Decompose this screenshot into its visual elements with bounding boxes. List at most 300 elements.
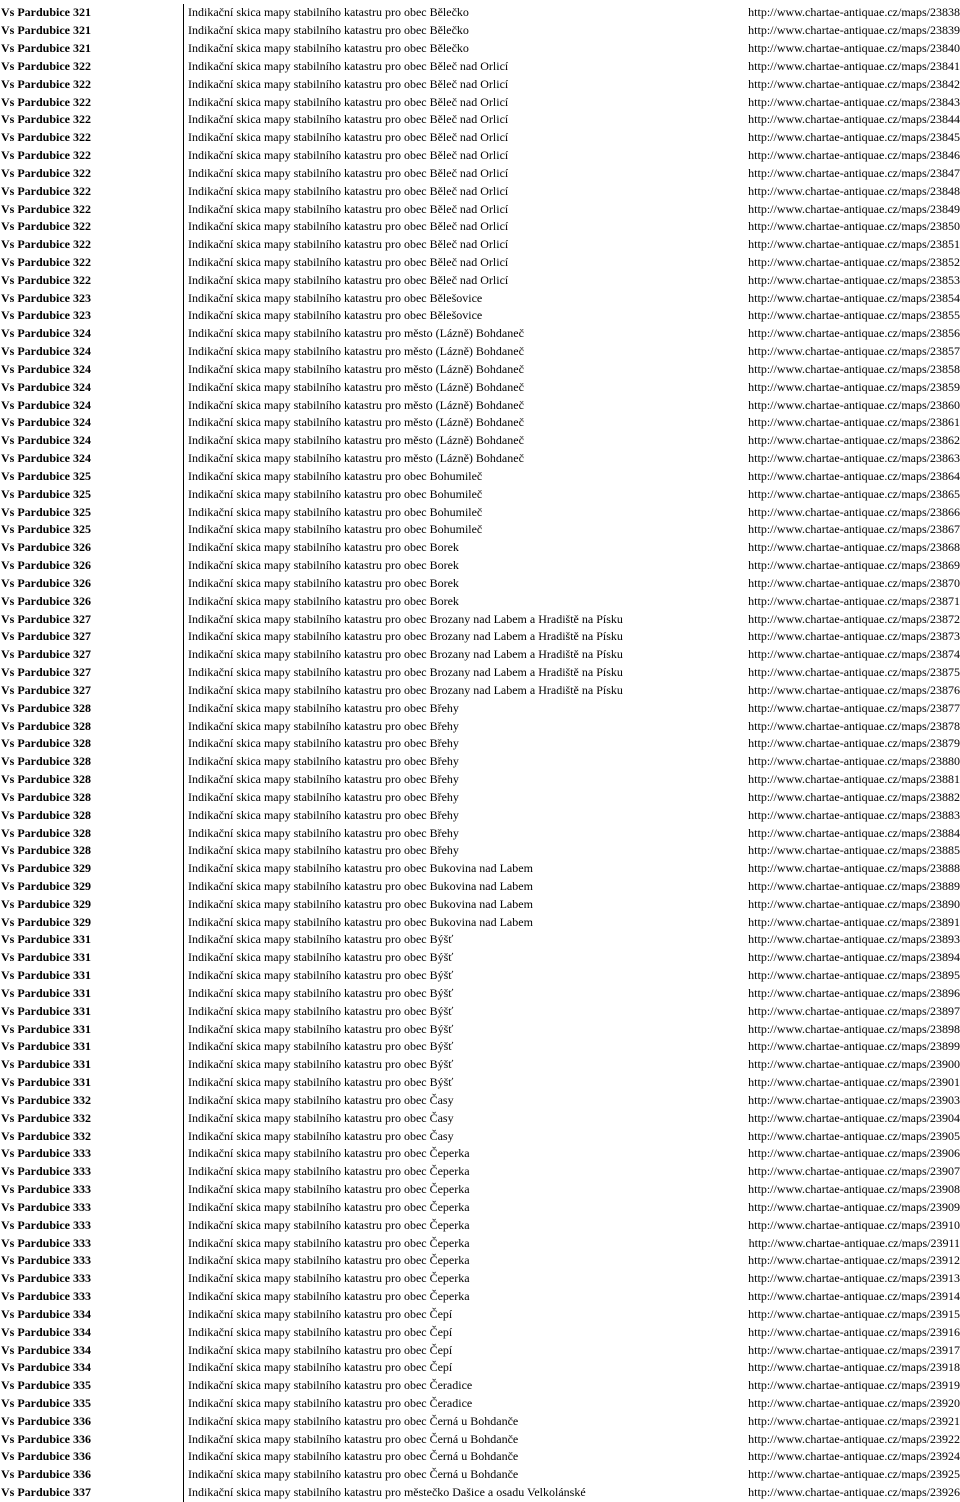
url-cell[interactable]: http://www.chartae-antiquae.cz/maps/23860 [748, 397, 960, 412]
signature-cell: Vs Pardubice 322 [1, 130, 91, 145]
url-cell[interactable]: http://www.chartae-antiquae.cz/maps/23868 [748, 540, 960, 555]
url-cell[interactable]: http://www.chartae-antiquae.cz/maps/23869 [748, 558, 960, 573]
description-cell: Indikační skica mapy stabilního katastru pro obec Borek [183, 592, 705, 610]
url-cell[interactable]: http://www.chartae-antiquae.cz/maps/23925 [748, 1467, 960, 1482]
description-cell: Indikační skica mapy stabilního katastru pro obec Čeperka [183, 1288, 705, 1306]
table-row [0, 182, 960, 200]
url-cell[interactable]: http://www.chartae-antiquae.cz/maps/23913 [748, 1271, 960, 1286]
table-row [0, 1430, 960, 1448]
table-row [0, 1020, 960, 1038]
table-row [0, 254, 960, 272]
signature-cell: Vs Pardubice 331 [1, 985, 91, 1000]
table-row [0, 503, 960, 521]
url-cell[interactable]: http://www.chartae-antiquae.cz/maps/23915 [748, 1306, 960, 1321]
catalog-table [0, 4, 960, 1502]
signature-cell: Vs Pardubice 329 [1, 878, 91, 893]
description-cell: Indikační skica mapy stabilního katastru pro obec Býšť [183, 1074, 705, 1092]
table-row [0, 1270, 960, 1288]
table-row [0, 1234, 960, 1252]
table-row [0, 1163, 960, 1181]
description-cell: Indikační skica mapy stabilního katastru pro obec Běleč nad Orlicí [183, 75, 705, 93]
table-row [0, 1359, 960, 1377]
signature-cell: Vs Pardubice 337 [1, 1485, 91, 1500]
table-row [0, 111, 960, 129]
url-cell[interactable]: http://www.chartae-antiquae.cz/maps/23890 [748, 896, 960, 911]
table-row [0, 1198, 960, 1216]
signature-cell: Vs Pardubice 324 [1, 415, 91, 430]
url-cell[interactable]: http://www.chartae-antiquae.cz/maps/23853 [748, 272, 960, 287]
table-row [0, 75, 960, 93]
signature-cell: Vs Pardubice 325 [1, 504, 91, 519]
description-cell: Indikační skica mapy stabilního katastru pro obec Čepí [183, 1341, 705, 1359]
signature-cell: Vs Pardubice 327 [1, 682, 91, 697]
table-row [0, 539, 960, 557]
description-cell: Indikační skica mapy stabilního katastru pro obec Borek [183, 539, 705, 557]
description-cell: Indikační skica mapy stabilního katastru pro obec Břehy [183, 806, 705, 824]
description-cell: Indikační skica mapy stabilního katastru pro obec Bělečko [183, 4, 705, 22]
description-cell: Indikační skica mapy stabilního katastru pro obec Běleč nad Orlicí [183, 236, 705, 254]
description-cell: Indikační skica mapy stabilního katastru pro obec Brozany nad Labem a Hradiště na Písku [183, 646, 705, 664]
signature-cell: Vs Pardubice 329 [1, 914, 91, 929]
url-cell[interactable]: http://www.chartae-antiquae.cz/maps/23859 [748, 379, 960, 394]
signature-cell: Vs Pardubice 331 [1, 932, 91, 947]
signature-cell: Vs Pardubice 321 [1, 41, 91, 56]
url-cell[interactable]: http://www.chartae-antiquae.cz/maps/23847 [748, 165, 960, 180]
description-cell: Indikační skica mapy stabilního katastru pro obec Býšť [183, 931, 705, 949]
table-row [0, 396, 960, 414]
url-cell[interactable]: http://www.chartae-antiquae.cz/maps/23858 [748, 361, 960, 376]
signature-cell: Vs Pardubice 327 [1, 611, 91, 626]
table-row [0, 1002, 960, 1020]
url-cell[interactable]: http://www.chartae-antiquae.cz/maps/23917 [748, 1342, 960, 1357]
signature-cell: Vs Pardubice 324 [1, 326, 91, 341]
url-cell[interactable]: http://www.chartae-antiquae.cz/maps/23924 [748, 1449, 960, 1464]
signature-cell: Vs Pardubice 322 [1, 112, 91, 127]
signature-cell: Vs Pardubice 322 [1, 76, 91, 91]
signature-cell: Vs Pardubice 324 [1, 361, 91, 376]
table-row [0, 1288, 960, 1306]
signature-cell: Vs Pardubice 324 [1, 433, 91, 448]
signature-cell: Vs Pardubice 336 [1, 1449, 91, 1464]
signature-cell: Vs Pardubice 328 [1, 736, 91, 751]
description-cell: Indikační skica mapy stabilního katastru pro obec Čeperka [183, 1270, 705, 1288]
url-cell[interactable]: http://www.chartae-antiquae.cz/maps/23877 [748, 700, 960, 715]
signature-cell: Vs Pardubice 334 [1, 1306, 91, 1321]
url-cell[interactable]: http://www.chartae-antiquae.cz/maps/23885 [748, 843, 960, 858]
table-row [0, 468, 960, 486]
table-row [0, 200, 960, 218]
table-row [0, 753, 960, 771]
description-cell: Indikační skica mapy stabilního katastru pro obec Bukovina nad Labem [183, 895, 705, 913]
description-cell: Indikační skica mapy stabilního katastru pro obec Čeperka [183, 1181, 705, 1199]
signature-cell: Vs Pardubice 333 [1, 1289, 91, 1304]
table-row [0, 788, 960, 806]
url-cell[interactable]: http://www.chartae-antiquae.cz/maps/23881 [748, 772, 960, 787]
signature-cell: Vs Pardubice 322 [1, 237, 91, 252]
signature-cell: Vs Pardubice 324 [1, 451, 91, 466]
signature-cell: Vs Pardubice 331 [1, 1039, 91, 1054]
url-cell[interactable]: http://www.chartae-antiquae.cz/maps/23920 [748, 1396, 960, 1410]
description-cell: Indikační skica mapy stabilního katastru pro obec Čeperka [183, 1216, 705, 1234]
signature-cell: Vs Pardubice 336 [1, 1413, 91, 1428]
url-cell[interactable]: http://www.chartae-antiquae.cz/maps/23842 [748, 76, 960, 91]
description-cell: Indikační skica mapy stabilního katastru pro obec Bělečko [183, 40, 705, 58]
table-row [0, 57, 960, 75]
description-cell: Indikační skica mapy stabilního katastru pro obec Břehy [183, 842, 705, 860]
description-cell: Indikační skica mapy stabilního katastru pro město (Lázně) Bohdaneč [183, 325, 705, 343]
signature-cell: Vs Pardubice 326 [1, 540, 91, 555]
description-cell: Indikační skica mapy stabilního katastru pro obec Bukovina nad Labem [183, 878, 705, 896]
signature-cell: Vs Pardubice 324 [1, 379, 91, 394]
signature-cell: Vs Pardubice 324 [1, 344, 91, 359]
description-cell: Indikační skica mapy stabilního katastru pro obec Břehy [183, 824, 705, 842]
url-cell[interactable]: http://www.chartae-antiquae.cz/maps/23848 [748, 183, 960, 198]
signature-cell: Vs Pardubice 322 [1, 148, 91, 163]
url-cell[interactable]: http://www.chartae-antiquae.cz/maps/23903 [748, 1092, 960, 1107]
url-cell[interactable]: http://www.chartae-antiquae.cz/maps/23879 [748, 736, 960, 751]
url-cell[interactable]: http://www.chartae-antiquae.cz/maps/23889 [748, 878, 960, 893]
table-row [0, 1145, 960, 1163]
table-row [0, 289, 960, 307]
signature-cell: Vs Pardubice 331 [1, 1057, 91, 1072]
description-cell: Indikační skica mapy stabilního katastru pro obec Čepí [183, 1359, 705, 1377]
url-cell[interactable]: http://www.chartae-antiquae.cz/maps/23901 [748, 1075, 960, 1090]
description-cell: Indikační skica mapy stabilního katastru pro obec Býšť [183, 1002, 705, 1020]
description-cell: Indikační skica mapy stabilního katastru pro město (Lázně) Bohdaneč [183, 361, 705, 379]
signature-cell: Vs Pardubice 333 [1, 1235, 91, 1250]
signature-cell: Vs Pardubice 328 [1, 807, 91, 822]
url-cell[interactable]: http://www.chartae-antiquae.cz/maps/23861 [748, 415, 960, 430]
table-row [0, 824, 960, 842]
description-cell: Indikační skica mapy stabilního katastru pro obec Čepí [183, 1323, 705, 1341]
table-row [0, 985, 960, 1003]
url-cell[interactable]: http://www.chartae-antiquae.cz/maps/23891 [748, 914, 960, 929]
signature-cell: Vs Pardubice 322 [1, 201, 91, 216]
table-row [0, 806, 960, 824]
url-cell[interactable]: http://www.chartae-antiquae.cz/maps/23872 [748, 611, 960, 626]
description-cell: Indikační skica mapy stabilního katastru pro město (Lázně) Bohdaneč [183, 450, 705, 468]
description-cell: Indikační skica mapy stabilního katastru pro obec Brozany nad Labem a Hradiště na Písku [183, 681, 705, 699]
description-cell: Indikační skica mapy stabilního katastru pro obec Býšť [183, 967, 705, 985]
description-cell: Indikační skica mapy stabilního katastru pro obec Břehy [183, 771, 705, 789]
url-cell[interactable]: http://www.chartae-antiquae.cz/maps/23875 [748, 665, 960, 680]
description-cell: Indikační skica mapy stabilního katastru pro obec Býšť [183, 1038, 705, 1056]
url-cell[interactable]: http://www.chartae-antiquae.cz/maps/23895 [748, 968, 960, 983]
url-cell[interactable]: http://www.chartae-antiquae.cz/maps/23905 [748, 1128, 960, 1143]
url-cell[interactable]: http://www.chartae-antiquae.cz/maps/23855 [748, 308, 960, 323]
url-cell[interactable]: http://www.chartae-antiquae.cz/maps/23888 [748, 861, 960, 876]
description-cell: Indikační skica mapy stabilního katastru pro obec Bohumileč [183, 503, 705, 521]
signature-cell: Vs Pardubice 333 [1, 1217, 91, 1232]
url-cell[interactable]: http://www.chartae-antiquae.cz/maps/23857 [748, 344, 960, 359]
description-cell: Indikační skica mapy stabilního katastru pro město (Lázně) Bohdaneč [183, 378, 705, 396]
url-cell[interactable]: http://www.chartae-antiquae.cz/maps/23851 [748, 237, 960, 252]
url-cell[interactable]: http://www.chartae-antiquae.cz/maps/23900 [748, 1057, 960, 1072]
description-cell: Indikační skica mapy stabilního katastru pro město (Lázně) Bohdaneč [183, 432, 705, 450]
description-cell: Indikační skica mapy stabilního katastru pro obec Břehy [183, 753, 705, 771]
description-cell: Indikační skica mapy stabilního katastru pro obec Běleč nad Orlicí [183, 129, 705, 147]
url-cell[interactable]: http://www.chartae-antiquae.cz/maps/23871 [748, 593, 960, 608]
description-cell: Indikační skica mapy stabilního katastru pro obec Běleč nad Orlicí [183, 182, 705, 200]
signature-cell: Vs Pardubice 334 [1, 1360, 91, 1375]
description-cell: Indikační skica mapy stabilního katastru pro obec Bělešovice [183, 307, 705, 325]
url-cell[interactable]: http://www.chartae-antiquae.cz/maps/23908 [748, 1182, 960, 1197]
url-cell[interactable]: http://www.chartae-antiquae.cz/maps/23894 [748, 950, 960, 965]
description-cell: Indikační skica mapy stabilního katastru pro město (Lázně) Bohdaneč [183, 414, 705, 432]
url-cell[interactable]: http://www.chartae-antiquae.cz/maps/23863 [748, 451, 960, 466]
description-cell: Indikační skica mapy stabilního katastru pro obec Býšť [183, 1056, 705, 1074]
signature-cell: Vs Pardubice 328 [1, 825, 91, 840]
url-cell[interactable]: http://www.chartae-antiquae.cz/maps/23898 [748, 1021, 960, 1036]
description-cell: Indikační skica mapy stabilního katastru pro obec Bohumileč [183, 521, 705, 539]
signature-cell: Vs Pardubice 333 [1, 1164, 91, 1179]
description-cell: Indikační skica mapy stabilního katastru pro obec Běleč nad Orlicí [183, 254, 705, 272]
url-cell[interactable]: http://www.chartae-antiquae.cz/maps/23838 [748, 5, 960, 20]
signature-cell: Vs Pardubice 328 [1, 843, 91, 858]
table-row [0, 699, 960, 717]
url-cell[interactable]: http://www.chartae-antiquae.cz/maps/23878 [748, 718, 960, 733]
table-row [0, 378, 960, 396]
table-row [0, 735, 960, 753]
table-row [0, 1216, 960, 1234]
signature-cell: Vs Pardubice 331 [1, 968, 91, 983]
table-row [0, 450, 960, 468]
table-row [0, 40, 960, 58]
table-row [0, 575, 960, 593]
signature-cell: Vs Pardubice 322 [1, 255, 91, 269]
url-cell[interactable]: http://www.chartae-antiquae.cz/maps/23893 [748, 932, 960, 947]
signature-cell: Vs Pardubice 336 [1, 1431, 91, 1446]
url-cell[interactable]: http://www.chartae-antiquae.cz/maps/23884 [748, 825, 960, 840]
table-row [0, 129, 960, 147]
description-cell: Indikační skica mapy stabilního katastru pro obec Bělešovice [183, 289, 705, 307]
url-cell[interactable]: http://www.chartae-antiquae.cz/maps/23904 [748, 1110, 960, 1125]
description-cell: Indikační skica mapy stabilního katastru pro obec Brozany nad Labem a Hradiště na Písku [183, 628, 705, 646]
url-cell[interactable]: http://www.chartae-antiquae.cz/maps/23873 [748, 629, 960, 644]
description-cell: Indikační skica mapy stabilního katastru pro obec Borek [183, 575, 705, 593]
signature-cell: Vs Pardubice 322 [1, 165, 91, 180]
table-row [0, 1092, 960, 1110]
url-cell[interactable]: http://www.chartae-antiquae.cz/maps/23865 [748, 486, 960, 501]
table-row [0, 592, 960, 610]
table-row [0, 1109, 960, 1127]
table-row [0, 717, 960, 735]
table-row [0, 967, 960, 985]
url-cell[interactable]: http://www.chartae-antiquae.cz/maps/23907 [748, 1164, 960, 1179]
table-row [0, 1252, 960, 1270]
signature-cell: Vs Pardubice 325 [1, 522, 91, 537]
url-cell[interactable]: http://www.chartae-antiquae.cz/maps/23852 [748, 255, 960, 269]
table-row [0, 878, 960, 896]
description-cell: Indikační skica mapy stabilního katastru pro obec Časy [183, 1109, 705, 1127]
url-cell[interactable]: http://www.chartae-antiquae.cz/maps/23919 [748, 1378, 960, 1393]
signature-cell: Vs Pardubice 334 [1, 1342, 91, 1357]
url-cell[interactable]: http://www.chartae-antiquae.cz/maps/23854 [748, 290, 960, 305]
description-cell: Indikační skica mapy stabilního katastru pro město (Lázně) Bohdaneč [183, 343, 705, 361]
url-cell[interactable]: http://www.chartae-antiquae.cz/maps/23926 [748, 1485, 960, 1500]
url-cell[interactable]: http://www.chartae-antiquae.cz/maps/23912 [748, 1253, 960, 1268]
signature-cell: Vs Pardubice 332 [1, 1092, 91, 1107]
signature-cell: Vs Pardubice 335 [1, 1396, 91, 1410]
url-cell[interactable]: http://www.chartae-antiquae.cz/maps/23883 [748, 807, 960, 822]
description-cell: Indikační skica mapy stabilního katastru pro obec Černá u Bohdanče [183, 1430, 705, 1448]
description-cell: Indikační skica mapy stabilního katastru pro obec Čeperka [183, 1252, 705, 1270]
table-row [0, 1448, 960, 1466]
signature-cell: Vs Pardubice 328 [1, 700, 91, 715]
table-row [0, 1484, 960, 1502]
url-cell[interactable]: http://www.chartae-antiquae.cz/maps/23840 [748, 41, 960, 56]
description-cell: Indikační skica mapy stabilního katastru pro obec Bělečko [183, 22, 705, 40]
url-cell[interactable]: http://www.chartae-antiquae.cz/maps/23874 [748, 647, 960, 662]
description-cell: Indikační skica mapy stabilního katastru pro obec Břehy [183, 699, 705, 717]
signature-cell: Vs Pardubice 331 [1, 1003, 91, 1018]
table-row [0, 432, 960, 450]
url-cell[interactable]: http://www.chartae-antiquae.cz/maps/23918 [748, 1360, 960, 1375]
signature-cell: Vs Pardubice 322 [1, 183, 91, 198]
table-row [0, 931, 960, 949]
description-cell: Indikační skica mapy stabilního katastru pro obec Brozany nad Labem a Hradiště na Písku [183, 664, 705, 682]
description-cell: Indikační skica mapy stabilního katastru pro obec Čeperka [183, 1163, 705, 1181]
description-cell: Indikační skica mapy stabilního katastru pro obec Bukovina nad Labem [183, 860, 705, 878]
table-row [0, 1305, 960, 1323]
url-cell[interactable]: http://www.chartae-antiquae.cz/maps/23910 [748, 1217, 960, 1232]
table-row [0, 913, 960, 931]
signature-cell: Vs Pardubice 333 [1, 1199, 91, 1214]
url-cell[interactable]: http://www.chartae-antiquae.cz/maps/23862 [748, 433, 960, 448]
table-row [0, 664, 960, 682]
url-cell[interactable]: http://www.chartae-antiquae.cz/maps/23867 [748, 522, 960, 537]
signature-cell: Vs Pardubice 333 [1, 1271, 91, 1286]
signature-cell: Vs Pardubice 331 [1, 1021, 91, 1036]
url-cell[interactable]: http://www.chartae-antiquae.cz/maps/23921 [748, 1413, 960, 1428]
description-cell: Indikační skica mapy stabilního katastru pro obec Býšť [183, 1020, 705, 1038]
url-cell[interactable]: http://www.chartae-antiquae.cz/maps/23897 [748, 1003, 960, 1018]
description-cell: Indikační skica mapy stabilního katastru pro obec Čeperka [183, 1234, 705, 1252]
url-cell[interactable]: http://www.chartae-antiquae.cz/maps/23882 [748, 789, 960, 804]
url-cell[interactable]: http://www.chartae-antiquae.cz/maps/23880 [748, 754, 960, 769]
signature-cell: Vs Pardubice 328 [1, 754, 91, 769]
table-row [0, 681, 960, 699]
url-cell[interactable]: http://www.chartae-antiquae.cz/maps/23846 [748, 148, 960, 163]
description-cell: Indikační skica mapy stabilního katastru pro obec Běleč nad Orlicí [183, 57, 705, 75]
table-row [0, 343, 960, 361]
signature-cell: Vs Pardubice 328 [1, 718, 91, 733]
table-row [0, 164, 960, 182]
url-cell[interactable]: http://www.chartae-antiquae.cz/maps/23876 [748, 682, 960, 697]
signature-cell: Vs Pardubice 328 [1, 772, 91, 787]
table-row [0, 949, 960, 967]
signature-cell: Vs Pardubice 332 [1, 1128, 91, 1143]
url-cell[interactable]: http://www.chartae-antiquae.cz/maps/23849 [748, 201, 960, 216]
signature-cell: Vs Pardubice 325 [1, 468, 91, 483]
signature-cell: Vs Pardubice 323 [1, 308, 91, 323]
url-cell[interactable]: http://www.chartae-antiquae.cz/maps/23850 [748, 219, 960, 234]
signature-cell: Vs Pardubice 331 [1, 1075, 91, 1090]
url-cell[interactable]: http://www.chartae-antiquae.cz/maps/23906 [748, 1146, 960, 1161]
signature-cell: Vs Pardubice 323 [1, 290, 91, 305]
description-cell: Indikační skica mapy stabilního katastru pro obec Čeradice [183, 1395, 705, 1413]
description-cell: Indikační skica mapy stabilního katastru pro obec Bukovina nad Labem [183, 913, 705, 931]
signature-cell: Vs Pardubice 336 [1, 1467, 91, 1482]
description-cell: Indikační skica mapy stabilního katastru pro obec Čepí [183, 1305, 705, 1323]
signature-cell: Vs Pardubice 322 [1, 58, 91, 73]
signature-cell: Vs Pardubice 334 [1, 1324, 91, 1339]
description-cell: Indikační skica mapy stabilního katastru pro obec Čeperka [183, 1198, 705, 1216]
description-cell: Indikační skica mapy stabilního katastru pro obec Běleč nad Orlicí [183, 200, 705, 218]
description-cell: Indikační skica mapy stabilního katastru pro obec Časy [183, 1127, 705, 1145]
signature-cell: Vs Pardubice 322 [1, 94, 91, 109]
table-row [0, 610, 960, 628]
table-row [0, 646, 960, 664]
description-cell: Indikační skica mapy stabilního katastru pro obec Černá u Bohdanče [183, 1412, 705, 1430]
description-cell: Indikační skica mapy stabilního katastru pro obec Býšť [183, 985, 705, 1003]
table-row [0, 771, 960, 789]
url-cell[interactable]: http://www.chartae-antiquae.cz/maps/23856 [748, 326, 960, 341]
url-cell[interactable]: http://www.chartae-antiquae.cz/maps/23866 [748, 504, 960, 519]
table-row [0, 628, 960, 646]
signature-cell: Vs Pardubice 328 [1, 789, 91, 804]
url-cell[interactable]: http://www.chartae-antiquae.cz/maps/23864 [748, 468, 960, 483]
url-cell[interactable]: http://www.chartae-antiquae.cz/maps/23844 [748, 112, 960, 127]
table-row [0, 236, 960, 254]
url-cell[interactable]: http://www.chartae-antiquae.cz/maps/23896 [748, 985, 960, 1000]
signature-cell: Vs Pardubice 333 [1, 1146, 91, 1161]
table-row [0, 1074, 960, 1092]
table-row [0, 1466, 960, 1484]
signature-cell: Vs Pardubice 335 [1, 1378, 91, 1393]
signature-cell: Vs Pardubice 333 [1, 1182, 91, 1197]
table-row [0, 361, 960, 379]
table-row [0, 860, 960, 878]
table-row [0, 1395, 960, 1413]
url-cell[interactable]: http://www.chartae-antiquae.cz/maps/23870 [748, 575, 960, 590]
description-cell: Indikační skica mapy stabilního katastru pro obec Běleč nad Orlicí [183, 93, 705, 111]
description-cell: Indikační skica mapy stabilního katastru pro obec Čeperka [183, 1145, 705, 1163]
table-row [0, 1377, 960, 1395]
signature-cell: Vs Pardubice 324 [1, 397, 91, 412]
description-cell: Indikační skica mapy stabilního katastru pro obec Brozany nad Labem a Hradiště na Písku [183, 610, 705, 628]
table-row [0, 414, 960, 432]
signature-cell: Vs Pardubice 327 [1, 665, 91, 680]
description-cell: Indikační skica mapy stabilního katastru pro obec Čeradice [183, 1377, 705, 1395]
table-row [0, 1181, 960, 1199]
table-row [0, 218, 960, 236]
url-cell[interactable]: http://www.chartae-antiquae.cz/maps/23916 [748, 1324, 960, 1339]
signature-cell: Vs Pardubice 327 [1, 647, 91, 662]
description-cell: Indikační skica mapy stabilního katastru pro obec Bohumileč [183, 485, 705, 503]
signature-cell: Vs Pardubice 326 [1, 593, 91, 608]
description-cell: Indikační skica mapy stabilního katastru pro obec Běleč nad Orlicí [183, 111, 705, 129]
table-row [0, 1412, 960, 1430]
description-cell: Indikační skica mapy stabilního katastru pro obec Běleč nad Orlicí [183, 147, 705, 165]
url-cell[interactable]: http://www.chartae-antiquae.cz/maps/23845 [748, 130, 960, 145]
url-cell[interactable]: http://www.chartae-antiquae.cz/maps/23899 [748, 1039, 960, 1054]
url-cell[interactable]: http://www.chartae-antiquae.cz/maps/23911 [748, 1235, 960, 1250]
url-cell[interactable]: http://www.chartae-antiquae.cz/maps/23843 [748, 94, 960, 109]
signature-cell: Vs Pardubice 332 [1, 1110, 91, 1125]
table-row [0, 271, 960, 289]
url-cell[interactable]: http://www.chartae-antiquae.cz/maps/23914 [748, 1289, 960, 1304]
table-row [0, 1038, 960, 1056]
signature-cell: Vs Pardubice 326 [1, 575, 91, 590]
table-row [0, 4, 960, 22]
table-row [0, 842, 960, 860]
url-cell[interactable]: http://www.chartae-antiquae.cz/maps/23922 [748, 1431, 960, 1446]
url-cell[interactable]: http://www.chartae-antiquae.cz/maps/23909 [748, 1199, 960, 1214]
url-cell[interactable]: http://www.chartae-antiquae.cz/maps/23841 [748, 58, 960, 73]
url-cell[interactable]: http://www.chartae-antiquae.cz/maps/23839 [748, 23, 960, 38]
signature-cell: Vs Pardubice 331 [1, 950, 91, 965]
